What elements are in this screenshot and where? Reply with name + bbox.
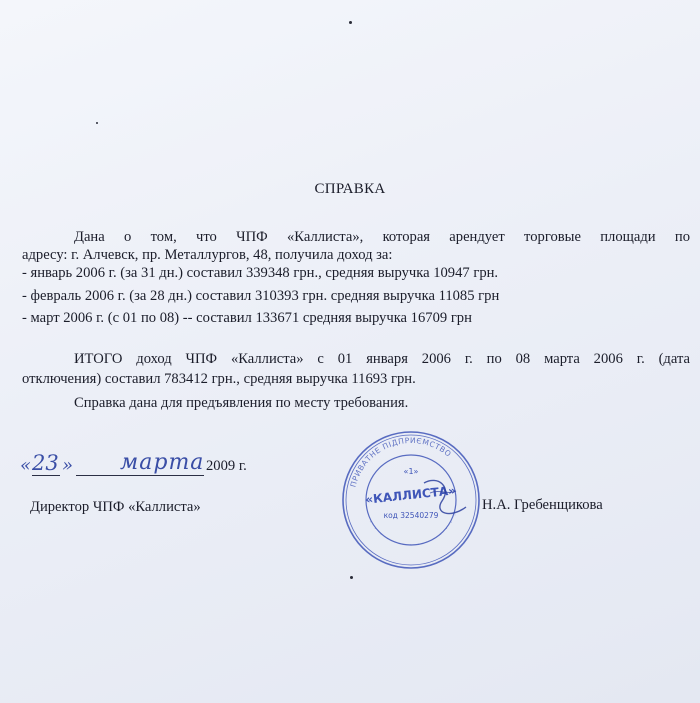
date-day-handwritten: 23 <box>32 451 59 475</box>
stamp-faded-ring-text: · · · · · · · · · · · · · · <box>366 510 461 550</box>
director-position: Директор ЧПФ «Каллиста» <box>30 499 201 515</box>
document-title: СПРАВКА <box>314 181 386 197</box>
purpose-line: Справка дана для предъявления по месту требования. <box>74 395 409 411</box>
stamp-top-mark: «1» <box>403 467 419 476</box>
income-item-january: - январь 2006 г. (за 31 дн.) составил 339348 грн., средняя выручка 10947 грн. <box>22 265 499 281</box>
body-paragraph-line: Дана о том, что ЧПФ «Каллиста», которая арендует торговые площади по <box>74 229 690 245</box>
company-stamp <box>338 427 484 573</box>
day-underline <box>32 475 60 476</box>
stamp-outer-ring-text: ПРИВАТНЕ ПІДПРИЄМСТВО <box>348 435 454 489</box>
stamp-code: код 32540279 <box>383 511 439 520</box>
stamp-center-text: «КАЛЛИСТА» <box>364 483 457 507</box>
director-name: Н.А. Гребенщикова <box>482 497 603 513</box>
month-underline <box>76 475 204 476</box>
body-paragraph-line: адресу: г. Алчевск, пр. Металлургов, 48, получила доход за: <box>22 247 393 263</box>
income-item-february: - февраль 2006 г. (за 28 дн.) составил 310393 грн. средняя выручка 11085 грн <box>22 288 500 304</box>
paper-speck <box>96 122 98 124</box>
date-quote-open: « <box>20 455 32 476</box>
date-quote-close: » <box>62 455 74 476</box>
date-line <box>20 449 280 481</box>
total-line: отключения) составил 783412 грн., средняя выручка 11693 грн. <box>22 371 416 387</box>
paper-speck <box>350 576 353 579</box>
income-item-march: - март 2006 г. (с 01 по 08) -- составил 133671 средняя выручка 16709 грн <box>22 310 472 326</box>
date-year: 2009 г. <box>206 458 247 474</box>
date-month-handwritten: марта <box>120 450 205 475</box>
paper-speck <box>349 21 352 24</box>
total-line: ИТОГО доход ЧПФ «Каллиста» с 01 января 2006 г. по 08 марта 2006 г. (дата <box>74 351 690 367</box>
